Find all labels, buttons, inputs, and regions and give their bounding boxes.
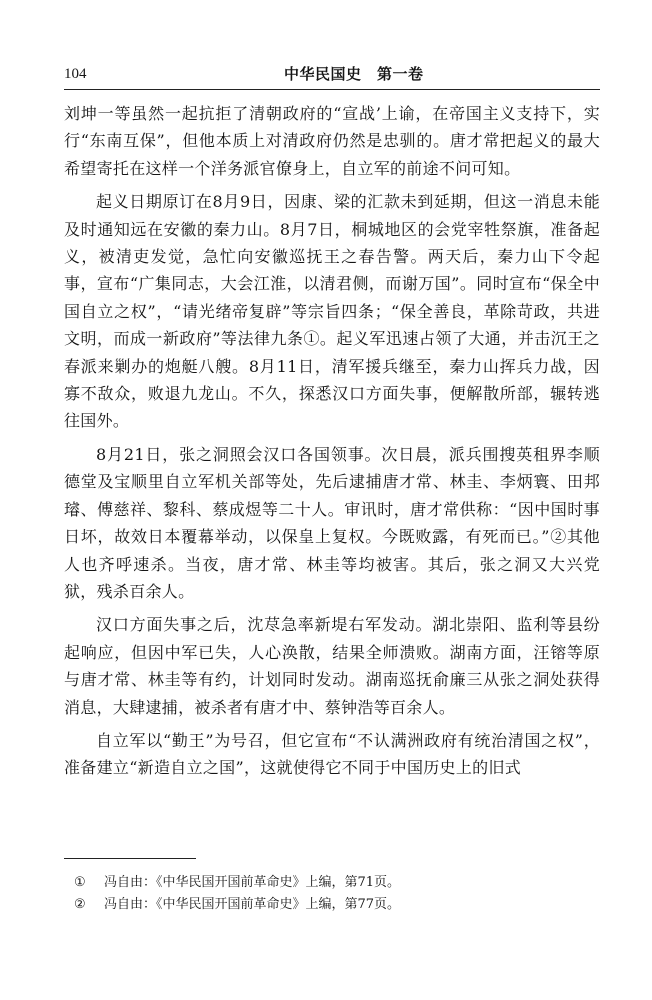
paragraph-3: 8月21日，张之洞照会汉口各国领事。次日晨，派兵围搜英租界李顺德堂及宝顺里自立军机关部等处，先后逮捕唐才常、林圭、李炳寰、田邦璿、傅慈祥、黎科、蔡成煜等二十人。审讯时，唐才常供称：“因中国时事日坏，故效日本覆幕举动，以保皇上复权。今既败露，有死而已。”②其他人也齐呼速杀。当夜，唐才常、林圭等均被害。其后，张之洞又大兴党狱，残杀百余人。 — [64, 444, 600, 601]
footnotes — [74, 872, 594, 916]
body-text — [64, 100, 600, 788]
page-number: 104 — [64, 66, 87, 82]
paragraph-5: 自立军以“勤王”为号召，但它宣布“不认满洲政府有统治清国之权”，准备建立“新造自立之国”，这就使得它不同于中国历史上的旧式 — [64, 730, 600, 778]
page-header — [64, 62, 600, 86]
header-rule — [64, 89, 600, 90]
footnote-1 — [74, 872, 594, 894]
footnote-mark: ① — [74, 875, 86, 890]
footnote-mark: ② — [74, 897, 86, 912]
running-title: 中华民国史 第一卷 — [284, 65, 424, 83]
paragraph-1: 刘坤一等虽然一起抗拒了清朝政府的“宣战’上谕，在帝国主义支持下，实行“东南互保”，但他本质上对清政府仍然是忠驯的。唐才常把起义的最大希望寄托在这样一个洋务派官僚身上，自立军的前途不问可知。 — [64, 104, 600, 178]
footnote-rule — [64, 858, 196, 859]
footnote-text: 冯自由：《中华民国开国前革命史》上编，第77页。 — [104, 897, 401, 912]
paragraph-4: 汉口方面失事之后，沈荩急率新堤右军发动。湖北崇阳、监利等县纷起响应，但因中军已失，人心涣散，结果全师溃败。湖南方面，汪镕等原与唐才常、林圭等有约，计划同时发动。湖南巡抚俞廉三从张之洞处获得消息，大肆逮捕，被杀者有唐才中、蔡钟浩等百余人。 — [64, 615, 600, 717]
paragraph-2: 起义日期原订在8月9日，因康、梁的汇款未到延期，但这一消息未能及时通知远在安徽的秦力山。8月7日，桐城地区的会党宰牲祭旗，准备起义，被清吏发觉，急忙向安徽巡抚王之春告警。两天后，秦力山下令起事，宣布“广集同志，大会江淮，以清君侧，而谢万国”。同时宣布“保全中国自立之权”，“请光绪帝复辟”等宗旨四条；“保全善良，革除苛政，共进文明，而成一新政府”等法律九条①。起义军迅速占领了大通，并击沉王之春派来剿办的炮艇八艘。8月11日，清军援兵继至，秦力山挥兵力战，因寡不敌众，败退九龙山。不久，探悉汉口方面失事，便解散所部，辗转逃往国外。 — [64, 192, 600, 431]
footnote-text: 冯自由：《中华民国开国前革命史》上编，第71页。 — [104, 875, 401, 890]
footnote-2 — [74, 894, 594, 916]
